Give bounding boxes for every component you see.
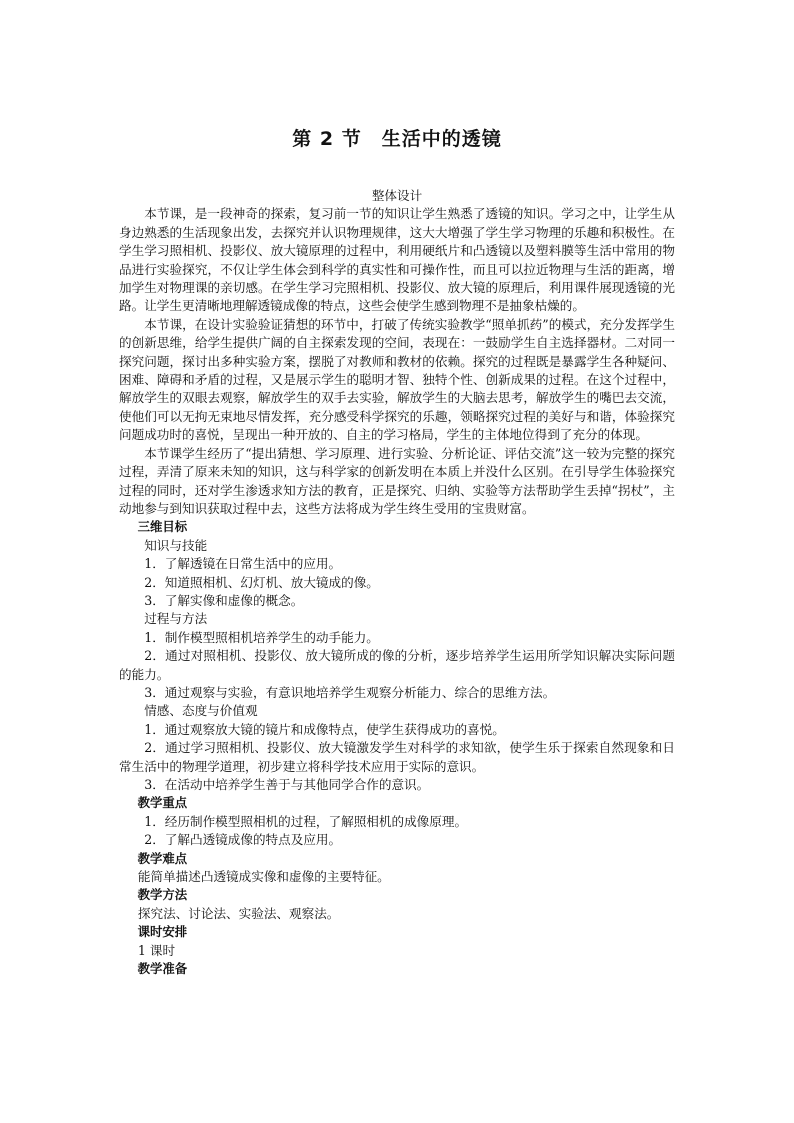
intro-paragraph-2: 本节课，在设计实验验证猜想的环节中，打破了传统实验教学“照单抓药”的模式，充分发挥学生的创新思维，给学生提供广阔的自主探索发现的空间，表现在：一鼓励学生自主选择器材。二对同一探究问题，探讨出多种实验方案，摆脱了对教师和教材的依赖。探究的过程既是暴露学生各种疑问、困难、障碍和矛盾的过程，又是展示学生的聪明才智、独特个性、创新成果的过程。在这个过程中，解放学生的双眼去观察，解放学生的双手去实验，解放学生的大脑去思考，解放学生的嘴巴去交流，使他们可以无拘无束地尽情发挥，充分感受科学探究的乐趣，领略探究过程的美好与和谐，体验探究问题成功时的喜悦，呈现出一种开放的、自主的学习格局，学生的主体地位得到了充分的体现。 <box>119 316 675 443</box>
section-heading-schedule: 课时安排 <box>137 924 188 940</box>
difficulty-text: 能简单描述凸透镜成实像和虚像的主要特征。 <box>137 869 390 885</box>
list-item: 1．了解透镜在日常生活中的应用。 <box>144 556 342 572</box>
list-item: 1．经历制作模型照相机的过程，了解照相机的成像原理。 <box>144 813 468 829</box>
list-item: 3．了解实像和虚像的概念。 <box>144 592 304 608</box>
list-item: 2．知道照相机、幻灯机、放大镜成的像。 <box>144 574 379 590</box>
section-heading-preparation: 教学准备 <box>137 961 188 977</box>
list-item: 2．了解凸透镜成像的特点及应用。 <box>144 832 342 848</box>
list-item: 3．在活动中培养学生善于与其他同学合作的意识。 <box>144 777 430 792</box>
list-item: 1．制作模型照相机培养学生的动手能力。 <box>144 629 379 645</box>
list-item: 2．通过学习照相机、投影仪、放大镜激发学生对科学的求知欲，使学生乐于探索自然现象和日常生活中的物理学道理，初步建立将科学技术应用于实际的意识。 <box>119 740 675 774</box>
section-heading-methods: 教学方法 <box>137 887 188 903</box>
subheading-emotion: 情感、态度与价值观 <box>144 703 258 719</box>
page-title: 第 2 节 生活中的透镜 <box>292 128 502 150</box>
section-heading-difficulty: 教学难点 <box>137 850 188 866</box>
schedule-text: 1 课时 <box>137 942 176 958</box>
list-item: 1．通过观察放大镜的镜片和成像特点，使学生获得成功的喜悦。 <box>144 721 505 737</box>
methods-text: 探究法、讨论法、实验法、观察法。 <box>137 905 340 921</box>
intro-paragraph-3: 本节课学生经历了“提出猜想、学习原理、进行实验、分析论证、评估交流”这一较为完整的探究过程，弄清了原来未知的知识，这与科学家的创新发明在本质上并没什么区别。在引导学生体验探究过程的同时，还对学生渗透求知方法的教育，正是探究、归纳、实验等方法帮助学生丢掉“拐杖”，主动地参与到知识获取过程中去，这些方法将成为学生终生受用的宝贵财富。 <box>119 445 675 516</box>
subheading-knowledge: 知识与技能 <box>144 537 208 553</box>
document-body <box>119 187 675 978</box>
section-heading-overall: 整体设计 <box>371 188 423 203</box>
list-item: 3．通过观察与实验，有意识地培养学生观察分析能力、综合的思维方法。 <box>144 684 556 700</box>
section-heading-key-points: 教学重点 <box>137 795 188 811</box>
section-heading-goals: 三维目标 <box>137 519 188 535</box>
list-item: 2．通过对照相机、投影仪、放大镜所成的像的分析，逐步培养学生运用所学知识解决实际问题的能力。 <box>119 648 675 682</box>
intro-paragraph-1: 本节课，是一段神奇的探索，复习前一节的知识让学生熟悉了透镜的知识。学习之中，让学生从身边熟悉的生活现象出发，去探究并认识物理规律，这大大增强了学生学习物理的乐趣和积极性。在学生学习照相机、投影仪、放大镜原理的过程中，利用硬纸片和凸透镜以及塑料膜等生活中常用的物品进行实验探究，不仅让学生体会到科学的真实性和可操作性，而且可以拉近物理与生活的距离，增加学生对物理课的亲切感。在学生学习完照相机、投影仪、放大镜的原理后，利用课件展现透镜的光路。让学生更清晰地理解透镜成像的特点，这些会使学生感到物理不是抽象枯燥的。 <box>119 206 675 314</box>
subheading-process: 过程与方法 <box>144 611 208 627</box>
